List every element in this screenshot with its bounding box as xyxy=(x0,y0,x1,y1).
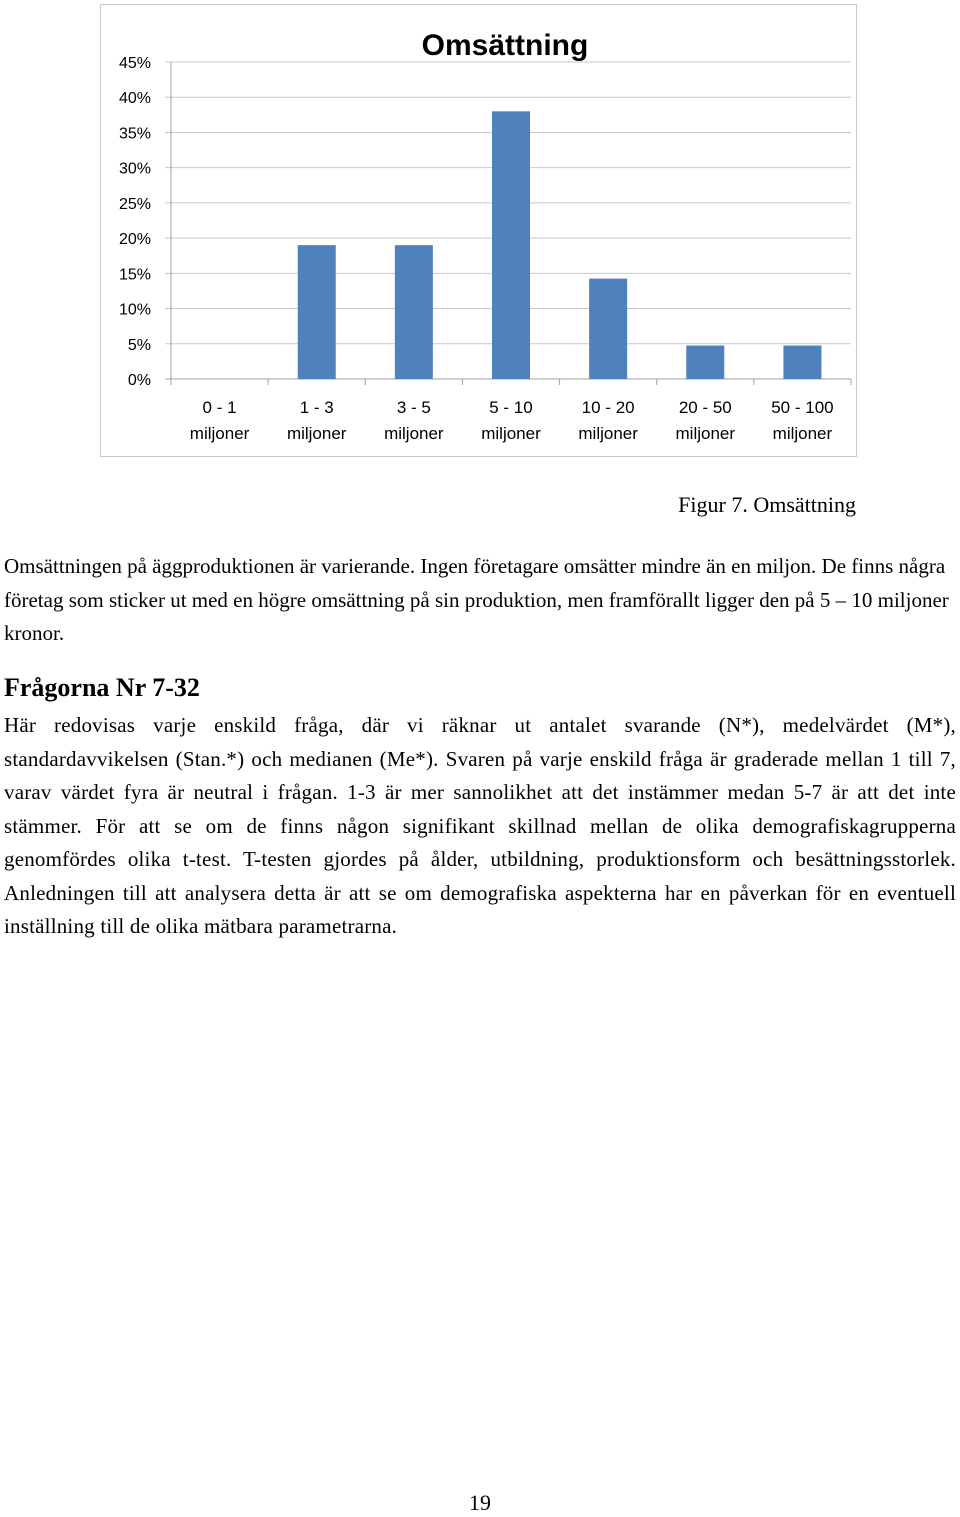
bar xyxy=(686,346,724,379)
x-category-label: miljoner xyxy=(772,424,833,443)
y-tick-label: 25% xyxy=(118,195,151,213)
bar xyxy=(298,245,336,379)
x-category-label: miljoner xyxy=(384,424,444,443)
x-category-label: 20 - 50 xyxy=(678,398,732,417)
page-number: 19 xyxy=(469,1490,491,1515)
y-tick-label: 5% xyxy=(127,336,151,354)
x-category-label: 50 - 100 xyxy=(771,398,834,417)
bar xyxy=(783,346,821,379)
chart-title: Omsättning xyxy=(421,29,589,62)
revenue-chart xyxy=(100,4,857,457)
paragraph-questions: Här redovisas varje enskild fråga, där vi räknar ut antalet svarande (N*), medelvärdet (M*), standardavvikelsen (Stan.*) och medianen (Me*). Svaren på varje enskild fråga är graderade mellan 1 till 7, varav värdet fyra är neutral i frågan. 1-3 är mer sannolikhet att det instämmer medan 5-7 är att det inte stämmer. För att se om de finns någon signifikant skillnad mellan de olika demografiskagrupperna genomfördes olika t-test. T-testen gjordes på ålder, utbildning, produktionsform och besättningsstorlek. Anledningen till att analysera detta är att se om demografiska aspekterna har en påverkan för en eventuell inställning till de olika mätbara parametrarna. xyxy=(4,713,956,938)
y-tick-label: 45% xyxy=(118,55,151,72)
x-category-label: 10 - 20 xyxy=(581,398,635,417)
y-tick-label: 15% xyxy=(118,266,151,284)
figure-caption: Figur 7. Omsättning xyxy=(678,492,856,517)
bar xyxy=(395,245,433,379)
x-category-label: 3 - 5 xyxy=(396,398,431,417)
x-category-label: miljoner xyxy=(189,424,250,443)
y-tick-label: 40% xyxy=(118,90,151,108)
y-tick-label: 10% xyxy=(118,301,151,319)
x-category-label: miljoner xyxy=(578,424,638,443)
x-category-label: 1 - 3 xyxy=(299,398,334,417)
x-category-label: miljoner xyxy=(481,424,541,443)
y-tick-label: 35% xyxy=(118,125,151,143)
x-category-label: 0 - 1 xyxy=(202,398,237,417)
y-tick-label: 30% xyxy=(118,160,151,178)
paragraph-revenue: Omsättningen på äggproduktionen är varierande. Ingen företagare omsätter mindre än en miljon. De finns några företag som sticker ut med en högre omsättning på sin produktion, men framförallt ligger den på 5 – 10 miljoner kronor. xyxy=(4,554,949,645)
x-category-label: 5 - 10 xyxy=(489,398,533,417)
bar xyxy=(492,111,530,379)
x-category-label: miljoner xyxy=(675,424,736,443)
bar xyxy=(589,279,627,379)
y-tick-label: 0% xyxy=(127,372,151,389)
x-category-label: miljoner xyxy=(286,424,347,443)
section-heading: Frågorna Nr 7-32 xyxy=(4,673,200,702)
chart-canvas xyxy=(101,5,858,458)
y-tick-label: 20% xyxy=(118,231,151,249)
